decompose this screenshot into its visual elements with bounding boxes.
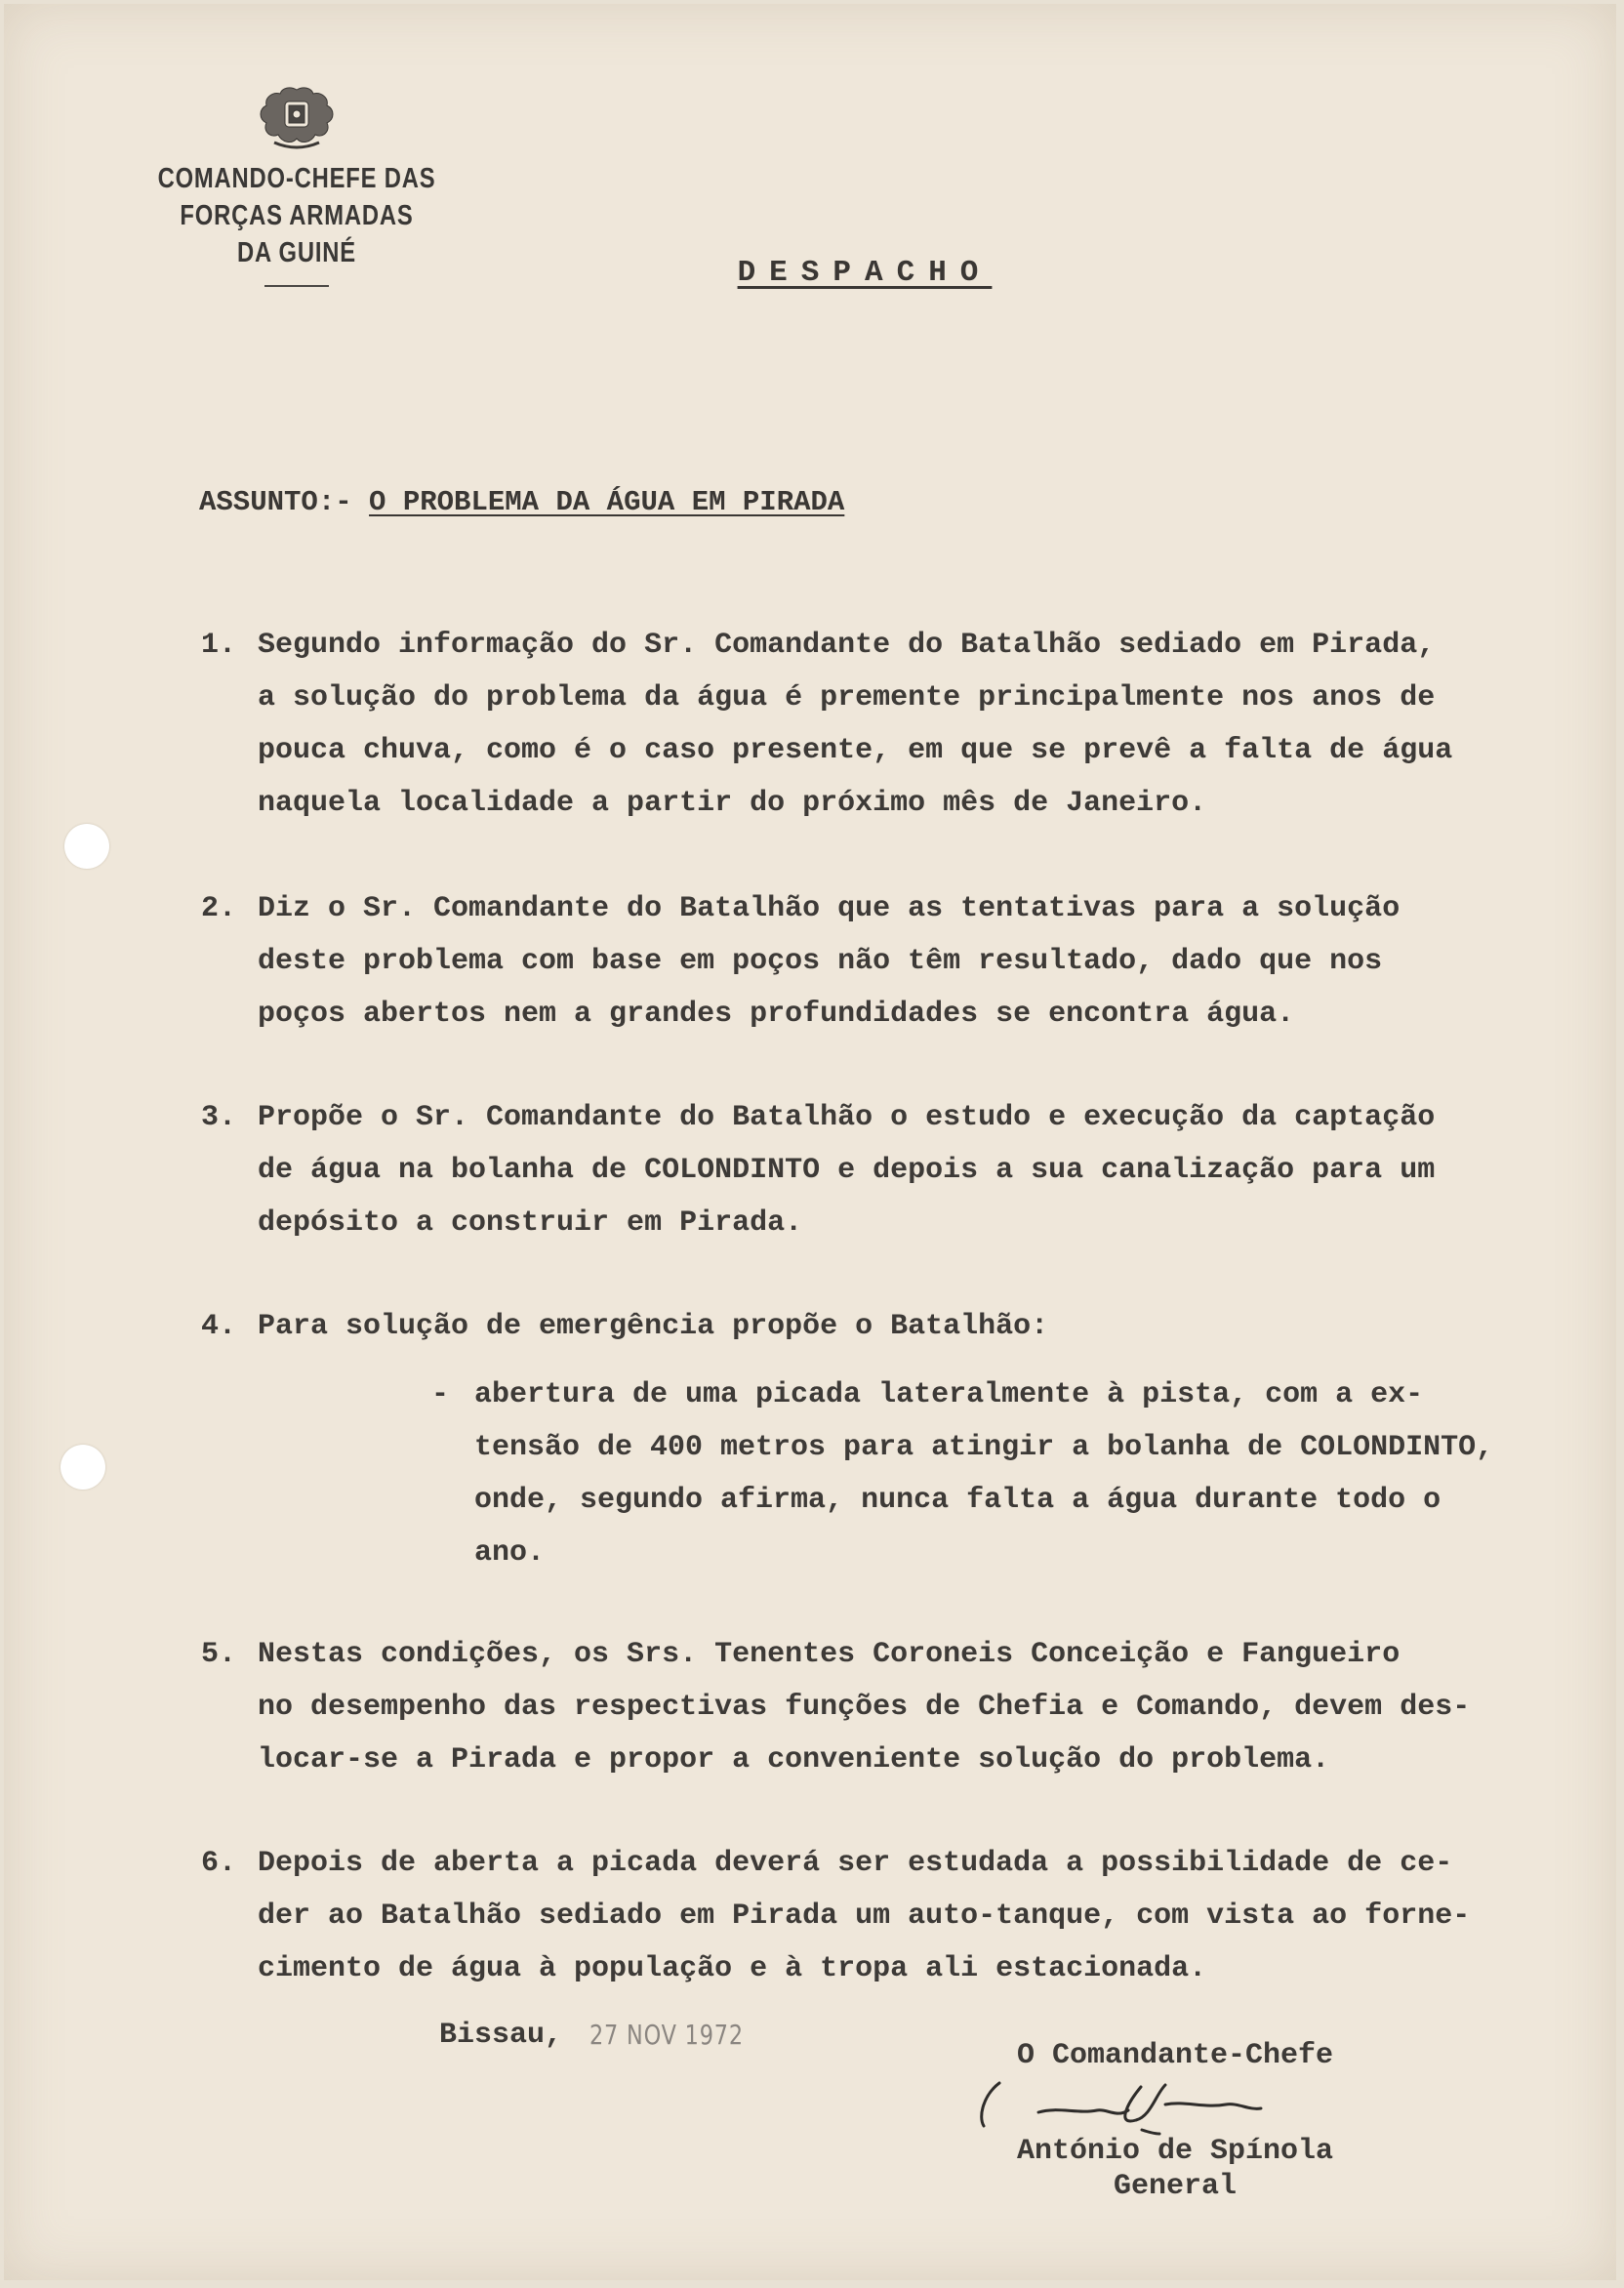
place: Bissau, [439,2019,563,2052]
document-title: DESPACHO [737,256,993,290]
org-name-line1: COMANDO-CHEFE DAS FORÇAS ARMADAS [157,163,436,231]
subject-line [199,486,844,518]
paragraph-5 [201,1628,1597,1786]
coat-of-arms-icon [253,84,341,154]
list-item-text: abertura de uma picada lateralmente à pista, com a ex- tensão de 400 metros para atingir a bolanha de COLONDINTO, onde, segundo afirma, nunca falta a água durante todo o ano. [474,1378,1494,1570]
paragraph-number: 5. [201,1638,237,1671]
emergency-solution-item [431,1369,1603,1579]
paragraph-number: 1. [201,629,237,662]
paragraph-6 [201,1837,1597,1995]
paragraph-text: Nestas condições, os Srs. Tenentes Coroneis Conceição e Fangueiro no desempenho das respectivas funções de Chefia e Comando, devem des- locar-se a Pirada e propor a conveniente solução do problema. [258,1638,1471,1777]
org-name-line2: DA GUINÉ [237,237,356,268]
subject-value: O PROBLEMA DA ÁGUA EM PIRADA [369,486,845,518]
document-page [4,4,1616,2280]
signatory-rank: General [1113,2170,1238,2203]
paragraph-3 [201,1091,1597,1249]
paragraph-text: Diz o Sr. Comandante do Batalhão que as tentativas para a solução deste problema com base em poços não têm resultado, dado que nos poços abertos nem a grandes profundidades se encontra água. [258,892,1401,1031]
paragraph-number: 4. [201,1310,237,1343]
paragraph-number: 6. [201,1847,237,1880]
paragraph-2 [201,882,1597,1041]
punch-hole [61,1445,105,1490]
paragraph-text: Propõe o Sr. Comandante do Batalhão o estudo e execução da captação de água na bolanha de COLONDINTO e depois a sua canalização para um depósito a construir em Pirada. [258,1101,1436,1240]
paragraph-text: Depois de aberta a picada deverá ser estudada a possibilidade de ce- der ao Batalhão sediado em Pirada um auto-tanque, com vista ao forne- cimento de água à população e à tropa ali estacionada. [258,1847,1471,1985]
list-dash: - [431,1378,450,1411]
paragraph-text: Segundo informação do Sr. Comandante do Batalhão sediado em Pirada, a solução do problema da água é premente principalmente nos anos de pouca chuva, como é o caso presente, em que se prevê a falta de água naquela localidade a partir do próximo mês de Janeiro. [258,629,1453,820]
punch-hole [64,824,109,869]
paragraph-1 [201,619,1597,830]
signatory-role: O Comandante-Chefe [1016,2039,1334,2072]
paragraph-number: 2. [201,892,237,925]
paragraph-4 [201,1300,1597,1353]
handwritten-signature [970,2065,1292,2144]
paragraph-text: Para solução de emergência propõe o Batalhão: [258,1310,1049,1343]
date-stamp: 27 NOV 1972 [589,2019,744,2051]
subject-label: ASSUNTO:- [199,486,352,518]
paragraph-number: 3. [201,1101,237,1134]
signatory-name: António de Spínola [1016,2135,1334,2168]
